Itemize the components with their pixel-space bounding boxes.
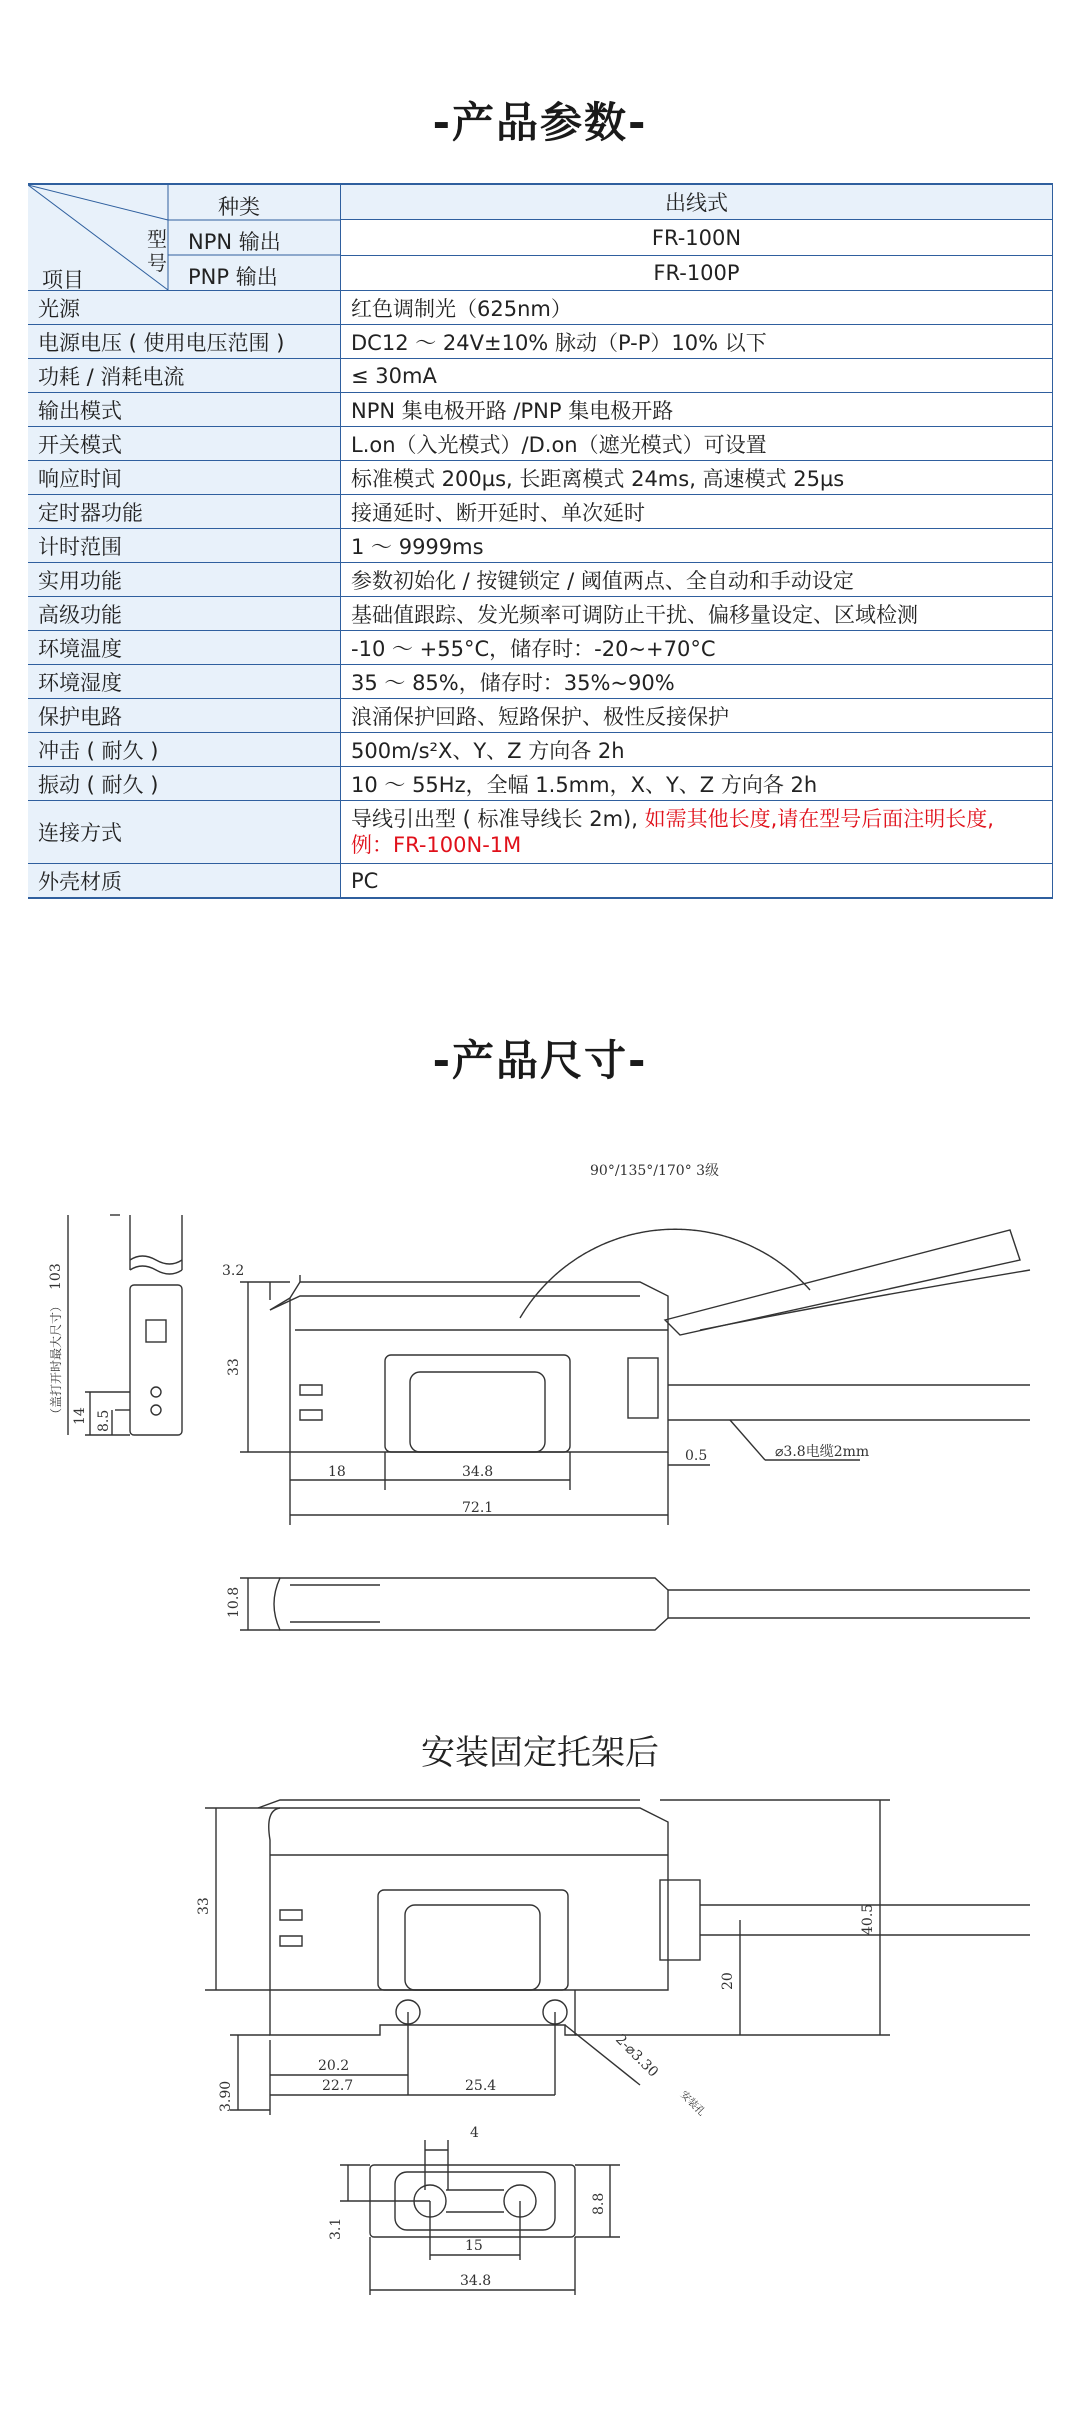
spec-table xyxy=(28,183,1053,899)
dim2-33: 33 xyxy=(196,1897,212,1915)
params-section-title: -产品参数- xyxy=(432,98,648,147)
row-key-connect: 连接方式 xyxy=(28,801,341,864)
npn-model: FR-100N xyxy=(341,220,1053,255)
row-value: 红色调制光（625nm） xyxy=(341,291,1053,325)
dim2-22-7: 22.7 xyxy=(322,2078,354,2094)
drawing1-labels xyxy=(48,1163,869,1618)
row-value-connect xyxy=(341,801,1053,864)
dim-34-8: 34.8 xyxy=(462,1464,494,1480)
row-value: 10 ～ 55Hz，全幅 1.5mm，X、Y、Z 方向各 2h xyxy=(341,767,1053,801)
row-key: 电源电压 ( 使用电压范围 ) xyxy=(28,325,341,359)
row-value: 基础值跟踪、发光频率可调防止干扰、偏移量设定、区域检测 xyxy=(341,597,1053,631)
row-key: 保护电路 xyxy=(28,699,341,733)
row-key: 计时范围 xyxy=(28,529,341,563)
dim2-20: 20 xyxy=(720,1972,736,1990)
row-value: L.on（入光模式）/D.on（遮光模式）可设置 xyxy=(341,427,1053,461)
row-key: 响应时间 xyxy=(28,461,341,495)
bracket-front-view xyxy=(205,1800,1030,2115)
row-key: 输出模式 xyxy=(28,393,341,427)
row-key: 环境湿度 xyxy=(28,665,341,699)
row-key: 功耗 / 消耗电流 xyxy=(28,359,341,393)
row-value: 接通延时、断开延时、单次延时 xyxy=(341,495,1053,529)
drawing2-labels xyxy=(196,1897,876,2289)
dim-0-5: 0.5 xyxy=(685,1448,708,1464)
row-key: 开关模式 xyxy=(28,427,341,461)
row-value: 500m/s²X、Y、Z 方向各 2h xyxy=(341,733,1053,767)
row-key: 光源 xyxy=(28,291,341,325)
row-value: 参数初始化 / 按键锁定 / 阈值两点、全自动和手动设定 xyxy=(341,563,1053,597)
header-item-label: 项目 xyxy=(42,268,84,292)
dim2-3-1: 3.1 xyxy=(328,2217,344,2240)
dim-72-1: 72.1 xyxy=(462,1500,494,1516)
header-type-label: 型号 xyxy=(147,227,167,275)
dim-10-8: 10.8 xyxy=(226,1586,242,1618)
hole-note: 2-⌀3.30 xyxy=(612,2031,662,2081)
row-key: 环境温度 xyxy=(28,631,341,665)
dim2-15: 15 xyxy=(465,2238,483,2254)
dim-3-2: 3.2 xyxy=(222,1263,245,1279)
connect-red-note-1: 如需其他长度,请在型号后面注明长度, xyxy=(644,807,994,831)
size-section-title: -产品尺寸- xyxy=(432,1036,648,1085)
header-pnp-label: PNP 输出 xyxy=(188,265,278,289)
row-key: 定时器功能 xyxy=(28,495,341,529)
row-value: DC12 ～ 24V±10% 脉动（P-P）10% 以下 xyxy=(341,325,1053,359)
bracket-title: 安装固定托架后 xyxy=(421,1733,659,1773)
row-value-housing: PC xyxy=(341,864,1053,899)
row-key: 振动 ( 耐久 ) xyxy=(28,767,341,801)
dim-14: 14 xyxy=(72,1407,88,1425)
angle-note: 90°/135°/170° 3级 xyxy=(590,1163,720,1179)
dim2-40-5: 40.5 xyxy=(860,1903,876,1935)
connect-value-text: 导线引出型 ( 标准导线长 2m), xyxy=(351,807,645,831)
dim-103: 103 xyxy=(48,1263,64,1290)
row-value: 浪涌保护回路、短路保护、极性反接保护 xyxy=(341,699,1053,733)
dim2-20-2: 20.2 xyxy=(318,2058,350,2074)
dim2-8-8: 8.8 xyxy=(591,2192,607,2215)
cable-note: ⌀3.8电缆2mm xyxy=(775,1444,870,1460)
dim2-3-90: 3.90 xyxy=(218,2080,234,2112)
row-value: 标准模式 200µs, 长距离模式 24ms, 高速模式 25µs xyxy=(341,461,1053,495)
header-npn-label: NPN 输出 xyxy=(188,230,281,254)
row-key-housing: 外壳材质 xyxy=(28,864,341,899)
sensor-side-view xyxy=(68,1215,1030,1630)
header-category-label: 种类 xyxy=(218,195,260,219)
row-value: -10 ～ +55°C，储存时：-20~+70°C xyxy=(341,631,1053,665)
row-value: ≤ 30mA xyxy=(341,359,1053,393)
dim2-25-4: 25.4 xyxy=(465,2078,497,2094)
pnp-model: FR-100P xyxy=(341,255,1053,290)
dim2-34-8: 34.8 xyxy=(460,2273,492,2289)
header-corner-cell xyxy=(28,184,341,291)
row-value: 1 ～ 9999ms xyxy=(341,529,1053,563)
row-value: NPN 集电极开路 /PNP 集电极开路 xyxy=(341,393,1053,427)
dim2-4: 4 xyxy=(470,2125,479,2141)
dim-33: 33 xyxy=(226,1358,242,1376)
row-key: 高级功能 xyxy=(28,597,341,631)
dim-103-note: （盖打开时最大尺寸） xyxy=(49,1299,63,1420)
connect-red-note-2: 例：FR-100N-1M xyxy=(351,833,522,857)
dim-8-5: 8.5 xyxy=(96,1409,112,1432)
row-key: 实用功能 xyxy=(28,563,341,597)
bracket-bottom-view xyxy=(340,2140,620,2295)
row-key: 冲击 ( 耐久 ) xyxy=(28,733,341,767)
hole-note-small: 安装孔 xyxy=(677,2089,707,2119)
dim-18: 18 xyxy=(328,1464,346,1480)
row-value: 35 ～ 85%，储存时：35%~90% xyxy=(341,665,1053,699)
header-output-type: 出线式 xyxy=(341,184,1053,220)
